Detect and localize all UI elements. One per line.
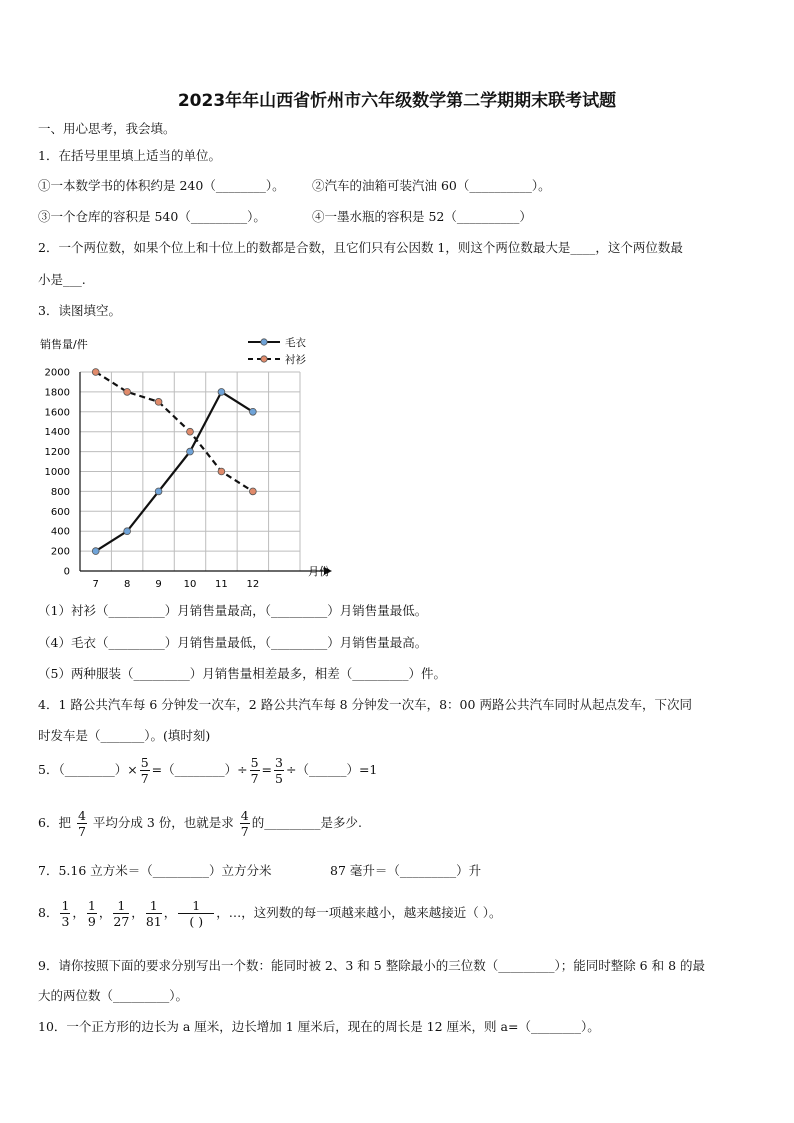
y-tick-label: 600 xyxy=(50,506,70,518)
q8-fraction: $\frac{1}{9}$ xyxy=(87,898,96,929)
q3-stem: 3．读图填空。 xyxy=(38,303,121,318)
data-point xyxy=(155,398,162,405)
q8-line: 8． $\frac{1}{3}$ ， $\frac{1}{9}$ ， $\frac{1}{27}$ ， $\frac{1}{81}$ ， $\frac{1}{( )}$ ，…，这列数的每一项越来越小，越来越接近（ ）。 xyxy=(38,898,502,929)
y-tick-label: 1200 xyxy=(44,447,70,459)
x-tick-label: 7 xyxy=(92,579,99,590)
legend-label: 毛衣 xyxy=(285,337,306,349)
y-tick-label: 2000 xyxy=(44,367,70,379)
data-point xyxy=(124,389,131,396)
x-tick-label: 9 xyxy=(155,579,162,590)
q5-frac1-den: 7 xyxy=(140,771,149,786)
q7-item-a: 7．5.16 立方米＝（_________）立方分米 xyxy=(38,863,272,878)
q5-line xyxy=(38,755,377,786)
q6-fraction-1 xyxy=(77,808,87,839)
q5-frac3-den: 5 xyxy=(275,771,283,786)
x-tick-label: 8 xyxy=(123,579,131,590)
q6-line xyxy=(38,808,362,839)
data-point xyxy=(155,488,162,495)
page-title: 2023年年山西省忻州市六年级数学第二学期期末联考试题 xyxy=(177,91,617,111)
q9-line-2: 大的两位数（_________）。 xyxy=(38,988,189,1003)
y-tick-label: 800 xyxy=(50,486,70,498)
q5-fraction-1 xyxy=(140,755,150,786)
q3-sub-5: （5）两种服装（_________）月销售量相差最多，相差（_________）件。 xyxy=(38,666,446,681)
q3-sub-4: （4）毛衣（_________）月销售量最低，（_________）月销售量最高。 xyxy=(38,635,428,650)
q8-fraction: $\frac{1}{( )}$ xyxy=(178,898,214,929)
data-point xyxy=(92,369,99,376)
data-point xyxy=(124,528,131,535)
y-axis-label: 销售量/件 xyxy=(40,338,88,351)
legend-marker xyxy=(261,356,267,362)
q4-line-2: 时发车是（_______）。(填时刻) xyxy=(38,728,211,743)
chart-legend xyxy=(248,336,306,366)
q9-line-1: 9．请你按照下面的要求分别写出一个数：能同时被 2、3 和 5 整除最小的三位数（_________）；能同时整除 6 和 8 的最 xyxy=(38,958,706,973)
q2-line-1: 2．一个两位数，如果个位上和十位上的数都是合数，且它们只有公因数 1，则这个两位数最大是____，这个两位数最 xyxy=(38,240,683,255)
q5-frac3-num: 3 xyxy=(275,755,283,770)
y-tick-label: 200 xyxy=(50,546,70,558)
y-tick-label: 1600 xyxy=(44,407,70,419)
q6-frac1-num: 4 xyxy=(77,808,86,823)
q1-item-3: ③一个仓库的容积是 540（_________）。 xyxy=(38,209,266,224)
q6-frac1-den: 7 xyxy=(77,824,86,839)
data-point xyxy=(249,488,256,495)
section-heading: 一、用心思考，我会填。 xyxy=(38,121,176,136)
q3-sub-1: （1）衬衫（_________）月销售量最高，（_________）月销售量最低。 xyxy=(38,603,428,618)
q1-stem: 1．在括号里里填上适当的单位。 xyxy=(38,148,221,163)
q6-fraction-2 xyxy=(240,808,250,839)
q5-part-2: =（________）÷ xyxy=(151,762,248,777)
data-point xyxy=(187,448,194,455)
x-tick-label: 12 xyxy=(246,579,260,590)
data-point xyxy=(249,408,256,415)
q8-fraction: $\frac{1}{3}$ xyxy=(61,898,70,929)
y-tick-label: 400 xyxy=(50,526,70,538)
q8-fraction: $\frac{1}{81}$ xyxy=(145,898,162,929)
q2-line-2: 小是___. xyxy=(38,272,86,287)
q5-part-1: 5．（________）× xyxy=(38,762,138,777)
y-tick-label: 1400 xyxy=(44,427,70,439)
q5-part-4: ÷（______）=1 xyxy=(285,762,378,777)
y-tick-label: 0 xyxy=(63,566,70,578)
q1-item-4: ④一墨水瓶的容积是 52（__________） xyxy=(312,209,532,224)
x-tick-labels xyxy=(93,579,260,590)
legend-marker xyxy=(261,339,267,345)
q4-line-1: 4．1 路公共汽车每 6 分钟发一次车，2 路公共汽车每 8 分钟发一次车，8：00 两路公共汽车同时从起点发车，下次同 xyxy=(38,697,692,712)
q8-fraction: $\frac{1}{27}$ xyxy=(113,898,130,929)
q1-item-1: ①一本数学书的体积约是 240（________）。 xyxy=(38,178,285,193)
x-tick-label: 11 xyxy=(215,579,228,590)
q5-fraction-2 xyxy=(250,755,260,786)
q6-part-2: 平均分成 3 份，也就是求 xyxy=(92,815,234,830)
q6-frac2-num: 4 xyxy=(240,808,249,823)
q1-item-2: ②汽车的油箱可装汽油 60（__________）。 xyxy=(312,178,551,193)
data-point xyxy=(218,468,225,475)
q7-item-b: 87 毫升＝（_________）升 xyxy=(330,863,482,878)
q8-part-2: ，…，这列数的每一项越来越小，越来越接近（ ）。 xyxy=(216,905,502,920)
data-point xyxy=(187,428,194,435)
sales-line-chart xyxy=(36,332,346,590)
q5-fraction-3 xyxy=(274,755,284,786)
q5-frac2-num: 5 xyxy=(250,755,259,770)
legend-label: 衬衫 xyxy=(285,354,306,366)
y-tick-label: 1800 xyxy=(44,387,70,399)
q6-part-3: 的_________是多少. xyxy=(251,815,362,830)
q6-frac2-den: 7 xyxy=(240,824,249,839)
q6-part-1: 6．把 xyxy=(38,815,71,830)
data-point xyxy=(92,548,99,555)
y-tick-label: 1000 xyxy=(44,467,70,478)
q5-part-3: = xyxy=(261,762,273,777)
y-tick-labels xyxy=(45,368,70,578)
x-tick-label: 10 xyxy=(183,579,197,590)
data-point xyxy=(218,389,225,396)
q10-line-1: 10．一个正方形的边长为 a 厘米，边长增加 1 厘米后，现在的周长是 12 厘米，则 a=（________）。 xyxy=(38,1019,600,1034)
q5-frac2-den: 7 xyxy=(250,771,259,786)
q8-part-1: 8． xyxy=(38,905,59,920)
q5-frac1-num: 5 xyxy=(140,755,149,770)
x-axis-label: 月份 xyxy=(308,565,330,578)
